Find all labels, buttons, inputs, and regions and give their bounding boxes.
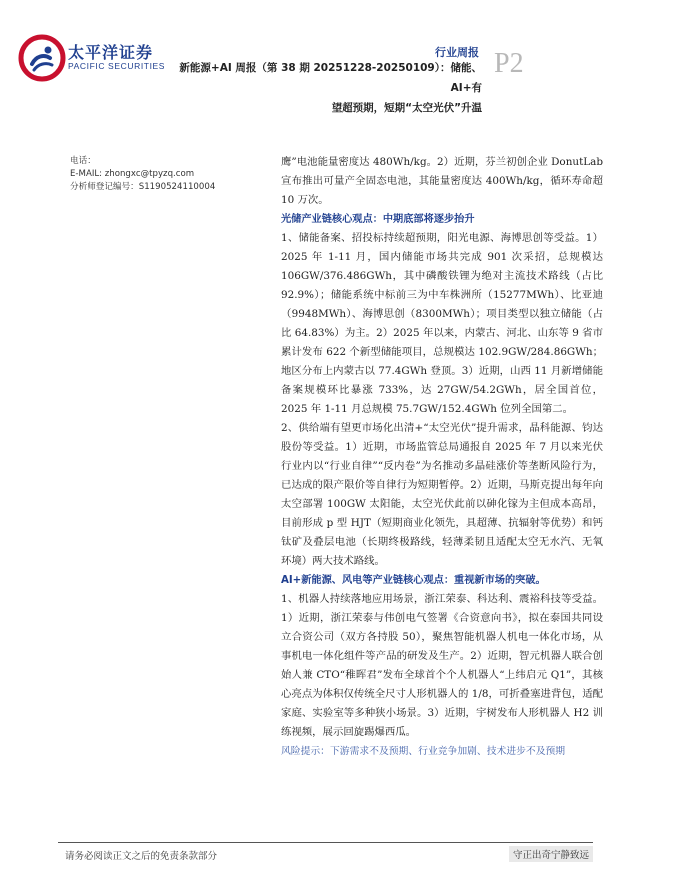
report-type: 行业周报 <box>435 46 479 59</box>
section-heading-pv-storage: 光储产业链核心观点：中期底部将逐步抬升 <box>281 214 475 225</box>
report-title-line-2: 望超预期，短期“太空光伏”升温 <box>331 102 482 114</box>
analyst-contact <box>70 155 215 194</box>
section-heading-ai-new-energy: AI+新能源、风电等产业链核心观点：重视新市场的突破。 <box>281 575 546 586</box>
footer-divider <box>58 842 593 843</box>
phone-label: 电话： <box>70 156 96 166</box>
report-body <box>281 153 603 761</box>
company-logo <box>18 34 166 84</box>
paragraph-battery-continued: 鹰”电池能量密度达 480Wh/kg。2）近期，芬兰初创企业 DonutLab 宣布推出可量产全固态电池，其能量密度达 400Wh/kg，循环寿命超 10 万次。 <box>281 156 603 206</box>
paragraph-robotics: 1、机器人持续落地应用场景，浙江荣泰、科达利、震裕科技等受益。1）近期，浙江荣泰与伟创电气签署《合资意向书》，拟在泰国共同设立合资公司（双方各持股 50），聚焦智能机器人机电一体化市场，从事机电一体化组件等产品的研发及生产。2）近期，智元机器人联合创始人兼 CTO“稚晖君”发布全球首个个人机器人“上纬启元 Q1”，其核心亮点为体积仅传统全尺寸人形机器人的 1/8，可折叠塞进背包，适配家庭、实验室等多种狭小场景。3）近期，宇树发布人形机器人 H2 训练视频，展示回旋踢爆西瓜。 <box>281 593 603 738</box>
footer-slogan: 守正出奇宁静致远 <box>509 846 593 862</box>
page-number: P2 <box>494 48 524 79</box>
paragraph-energy-storage: 1、储能备案、招投标持续超预期，阳光电源、海博思创等受益。1）2025 年 1-11 月，国内储能市场共完成 901 次采招，总规模达 106GW/376.486GWh，其中磷酸铁锂为绝对主流技术路线（占比 92.9%）；储能系统中标前三为中车株洲所（15277MWh）、比亚迪（9948MWh）、海博思创（8300MWh）；项目类型以独立储能（占比 64.83%）为主。2）2025 年以来，内蒙古、河北、山东等 9 省市累计发布 622 个新型储能项目，总规模达 102.9GW/284.86GWh；地区分布上内蒙古以 77.4GWh 登顶。3）近期，山西 11 月新增储能备案规模环比暴涨 733%，达 27GW/54.2GWh，居全国首位，2025 年 1-11 月总规模 75.7GW/152.4GWh 位列全国第二。 <box>281 232 603 415</box>
logo-chinese-name: 太平洋证券 <box>68 43 154 62</box>
report-title <box>160 58 482 118</box>
footer-disclaimer: 请务必阅读正文之后的免责条款部分 <box>65 851 218 862</box>
pacific-securities-logo-icon <box>18 34 66 82</box>
analyst-registration: 分析师登记编号：S1190524110004 <box>70 182 216 192</box>
paragraph-space-pv: 2、供给端有望更市场化出清+“太空光伏”提升需求，晶科能源、钧达股份等受益。1）近期，市场监管总局通报自 2025 年 7 月以来光伏行业内以“行业自律”“反内卷”为名推动多晶硅涨价等垄断风险行为，已达成的限产限价等自律行为短期暂停。2）近期，马斯克提出每年向太空部署 100GW 太阳能，太空光伏此前以砷化镓为主但成本高昂，目前形成 p 型 HJT（短期商业化领先，具超薄、抗辐射等优势）和钙钛矿及叠层电池（长期终极路线，轻薄柔韧且适配太空无水汽、无氧环境）两大技术路线。 <box>281 422 603 567</box>
report-title-line-1: 新能源+AI 周报（第 38 期 20251228-20250109）：储能、AI+有 <box>179 62 482 94</box>
analyst-email: E-MAIL: zhongxc@tpyzq.com <box>70 169 195 179</box>
logo-english-name: PACIFIC SECURITIES <box>68 61 166 71</box>
risk-warning: 风险提示：下游需求不及预期、行业竞争加剧、技术进步不及预期 <box>281 746 566 757</box>
